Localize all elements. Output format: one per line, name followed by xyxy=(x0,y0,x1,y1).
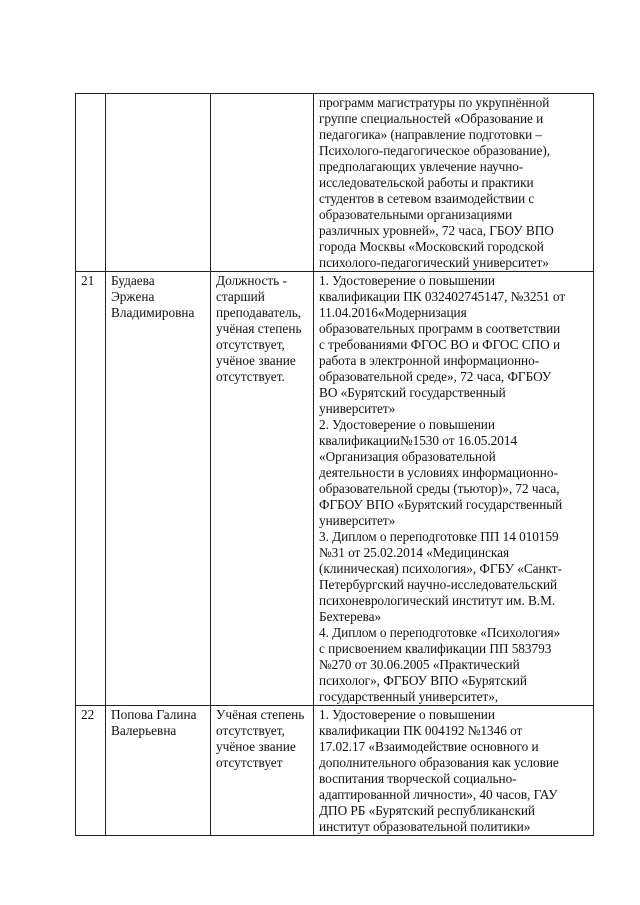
qualification-line: №270 от 30.06.2005 «Практический xyxy=(319,657,520,672)
qualification-line: образовательной среды (тьютор)», 72 часа, xyxy=(319,481,560,496)
table-row xyxy=(76,94,594,272)
qualification-line: «Организация образовательной xyxy=(319,449,496,464)
qualification-line: 4. Диплом о переподготовке «Психология» xyxy=(319,625,561,640)
qualification-line: программ магистратуры по укрупнённой xyxy=(319,95,550,110)
qualification-cell xyxy=(314,706,594,836)
qualification-line: дополнительного образования как условие xyxy=(319,755,559,770)
staff-qualification-table xyxy=(75,93,594,836)
row-number-cell: 22 xyxy=(76,706,106,836)
qualification-line: психолого-педагогический университет» xyxy=(319,255,549,270)
qualification-line: психоневрологический институт им. В.М. xyxy=(319,593,556,608)
qualification-line: группе специальностей «Образование и xyxy=(319,111,544,126)
qualification-line: педагогика» (направление подготовки – xyxy=(319,127,543,142)
qualification-line: образовательными организациями xyxy=(319,207,513,222)
qualification-line: 2. Удостоверение о повышении xyxy=(319,417,495,432)
qualification-line: образовательных программ в соответствии xyxy=(319,321,561,336)
qualification-line: деятельности в условиях информационно- xyxy=(319,465,558,480)
qualification-line: институт образовательной политики» xyxy=(319,819,531,834)
qualification-line: ВО «Бурятский государственный xyxy=(319,385,506,400)
qualification-line: 1. Удостоверение о повышении xyxy=(319,273,495,288)
position-cell: Должность - старший преподаватель, учёная степень отсутствует, учёное звание отсутствует. xyxy=(211,272,314,706)
qualification-line: исследовательской работы и практики xyxy=(319,175,534,190)
qualification-line: Петербургский научно-исследовательский xyxy=(319,577,558,592)
full-name-cell xyxy=(106,94,211,272)
qualification-line: с требованиями ФГОС ВО и ФГОС СПО и xyxy=(319,337,561,352)
qualification-line: города Москвы «Московский городской xyxy=(319,239,544,254)
qualification-line: 3. Диплом о переподготовке ПП 14 010159 xyxy=(319,529,559,544)
qualification-line: студентов в сетевом взаимодействии с xyxy=(319,191,535,206)
qualification-line: психолог», ФГБОУ ВПО «Бурятский xyxy=(319,673,527,688)
qualification-line: (клиническая) психология», ФГБУ «Санкт- xyxy=(319,561,562,576)
full-name-cell: Попова Галина Валерьевна xyxy=(106,706,211,836)
position-cell: Учёная степень отсутствует, учёное звание отсутствует xyxy=(211,706,314,836)
qualification-line: №31 от 25.02.2014 «Медицинская xyxy=(319,545,510,560)
qualification-line: квалификации ПК 032402745147, №3251 от xyxy=(319,289,566,304)
row-number-cell: 21 xyxy=(76,272,106,706)
row-number-cell xyxy=(76,94,106,272)
qualification-line: ФГБОУ ВПО «Бурятский государственный xyxy=(319,497,563,512)
qualification-line: 11.04.2016«Модернизация xyxy=(319,305,467,320)
qualification-line: адаптированной личности», 40 часов, ГАУ xyxy=(319,787,558,802)
qualification-cell xyxy=(314,272,594,706)
qualification-line: Психолого-педагогическое образование), xyxy=(319,143,550,158)
table-row xyxy=(76,706,594,836)
table-body xyxy=(76,94,594,836)
qualification-line: университет» xyxy=(319,401,396,416)
qualification-line: Бехтерева» xyxy=(319,609,382,624)
qualification-line: университет» xyxy=(319,513,396,528)
table-row xyxy=(76,272,594,706)
qualification-line: воспитания творческой социально- xyxy=(319,771,517,786)
qualification-cell xyxy=(314,94,594,272)
qualification-line: 17.02.17 «Взаимодействие основного и xyxy=(319,739,539,754)
qualification-line: квалификации№1530 от 16.05.2014 xyxy=(319,433,518,448)
qualification-line: ДПО РБ «Бурятский республиканский xyxy=(319,803,535,818)
position-cell xyxy=(211,94,314,272)
full-name-cell: Будаева Эржена Владимировна xyxy=(106,272,211,706)
qualification-line: образовательной среде», 72 часа, ФГБОУ xyxy=(319,369,552,384)
qualification-line: квалификации ПК 004192 №1346 от xyxy=(319,723,523,738)
qualification-line: с присвоением квалификации ПП 583793 xyxy=(319,641,552,656)
qualification-line: работа в электронной информационно- xyxy=(319,353,540,368)
qualification-line: государственный университет», xyxy=(319,689,499,704)
qualification-line: 1. Удостоверение о повышении xyxy=(319,707,495,722)
qualification-line: предполагающих увлечение научно- xyxy=(319,159,524,174)
qualification-line: различных уровней», 72 часа, ГБОУ ВПО xyxy=(319,223,554,238)
